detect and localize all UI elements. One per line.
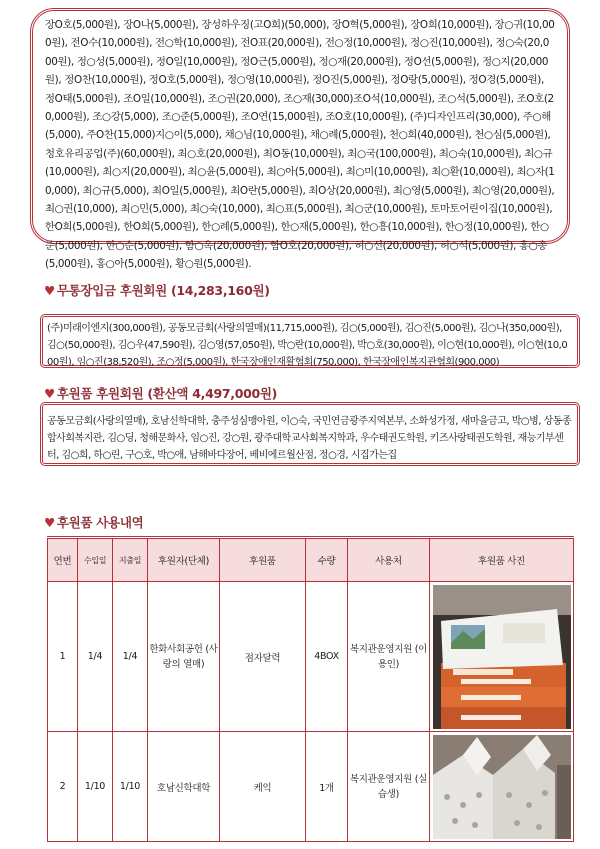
- cell-in-date: 1/10: [78, 732, 113, 842]
- goods-donors-box: [40, 402, 580, 466]
- usage-table: [47, 536, 574, 842]
- cell-item: 케익: [220, 732, 306, 842]
- heart-icon: ♥: [44, 283, 55, 298]
- donor-list-box: [30, 8, 570, 271]
- col-header-donor: 후원자(단체): [148, 538, 220, 582]
- goods-donors-title: ♥ 후원품 후원회원 (환산액 4,497,000원): [44, 386, 278, 401]
- cash-donors-box: [40, 314, 580, 368]
- cell-qty: 4BOX: [306, 582, 348, 732]
- col-header-in-date: 수입일: [78, 538, 113, 582]
- cell-donor: 호남신학대학: [148, 732, 220, 842]
- braille-calendar-boxes-photo: [433, 585, 571, 729]
- table-row: [48, 582, 574, 732]
- usage-title: ♥ 후원품 사용내역: [44, 515, 144, 530]
- col-header-item: 후원품: [220, 538, 306, 582]
- col-header-use: 사용처: [348, 538, 430, 582]
- cell-photo: [430, 732, 574, 842]
- col-header-out-date: 지출일: [113, 538, 148, 582]
- cell-photo: [430, 582, 574, 732]
- table-row: [48, 732, 574, 842]
- cell-out-date: 1/4: [113, 582, 148, 732]
- cash-donors-text: (주)미래이엔지(300,000원), 공동모금회(사랑의열매)(11,715,000원), 김○(5,000원), 김○진(5,000원), 김○나(350,000원), 김○(50,000원), 김○우(47,590원), 김○영(57,050원), 박○란(10,000원), 박○호(30,000원), 이○현(10,000원), 이○현(10,000원), 임○진(38,520원), 조○정(5,000원), 한국장애인재활협회(750,000), 한국장애인복지관협회(900,000): [47, 323, 568, 368]
- cell-donor: 한화사회공헌 (사랑의 열매): [148, 582, 220, 732]
- cell-out-date: 1/10: [113, 732, 148, 842]
- col-header-photo: 후원품 사진: [430, 538, 574, 582]
- cell-use: 복지관운영지원 (실습생): [348, 732, 430, 842]
- cell-use: 복지관운영지원 (이용인): [348, 582, 430, 732]
- col-header-qty: 수량: [306, 538, 348, 582]
- cake-boxes-photo: [433, 735, 571, 839]
- cell-in-date: 1/4: [78, 582, 113, 732]
- cell-qty: 1개: [306, 732, 348, 842]
- heart-icon: ♥: [44, 386, 55, 401]
- cell-item: 점자달력: [220, 582, 306, 732]
- donor-list-text: 장O호(5,000원), 장O나(5,000원), 장성하우징(고O희)(50,000), 장O혁(5,000원), 장O희(10,000원), 장○귀(10,000원), 전O수(10,000원), 전○학(10,000원), 전O표(20,000원), 전○정(10,000원), 정○진(10,000원), 정○숙(20,000원), 정○성(5,000원), 정O일(10,000원), 정O근(5,000원), 정○재(20,000원), 정O선(5,000원), 정○지(20,000원), 정O찬(10,000원), 정O호(5,000원), 정○영(10,000원), 정O진(5,000원), 정O랑(5,000원), 정O경(5,000원), 정O태(5,000원), 조O일(10,000원), 조○권(20,000), 조○재(30,000)조O석(10,000원), 조○석(5,000원), 조O호(20,000원), 조○강(5,000), 조○준(5,000원), 조O연(15,000원), 조O호(10,000원), (주)디자인프리(30,000), 주○해(5,000), 주O찬(15,000)지○이(5,000), 채○님(10,000원), 채○례(5,000원), 천○희(40,000원), 천○심(5,000원), 청호유리공업(주)(60,000원), 최○호(20,000원), 최O동(10,000원), 최○국(100,000원), 최○숙(10,000원), 최○규(10,000원), 최○지(20,000원), 최○윤(5,000원), 최○아(5,000원), 최○미(10,000원), 최○환(10,000원), 최○자(10,000), 최○규(5,000), 최O일(5,000원), 최O란(5,000원), 최O상(20,000원), 최○영(5,000원), 최○영(20,000원), 최○권(10,000), 최○민(5,000), 최○숙(10,000), 최○표(5,000원), 최○군(10,000원), 토마토어린이집(10,000원), 한O희(5,000원), 한O희(5,000원), 한○례(5,000원), 한○재(5,000원), 한○흥(10,000원), 한○정(10,000원), 한○준(5,000원), 한○순(5,000원), 함○옥(20,000원), 함O호(20,000원), 허○선(20,000원), 허○석(5,000원), 홍○송(5,000원), 홍○아(5,000원), 황○원(5,000원).: [45, 19, 555, 271]
- heart-icon: ♥: [44, 515, 55, 530]
- goods-donors-text: 공동모금회(사랑의열매), 호남신학대학, 충주성심맹아원, 이○숙, 국민연금광주지역본부, 소화성가정, 새마을금고, 박○병, 상동종합사회복지관, 김○딩, 청해문화사, 임○진, 강○원, 광주대학교사회복지학과, 우수태권도학원, 키즈사랑태권도학원, 재능기부센터, 김○희, 하○린, 구○호, 박○애, 남해바다장어, 베비에르월산점, 정○경, 시집가는집: [47, 416, 572, 461]
- table-header-row: [48, 538, 574, 582]
- cash-donors-title: ♥ 무통장입금 후원회원 (14,283,160원): [44, 283, 270, 298]
- col-header-no: 연번: [48, 538, 78, 582]
- cell-no: 2: [48, 732, 78, 842]
- cell-no: 1: [48, 582, 78, 732]
